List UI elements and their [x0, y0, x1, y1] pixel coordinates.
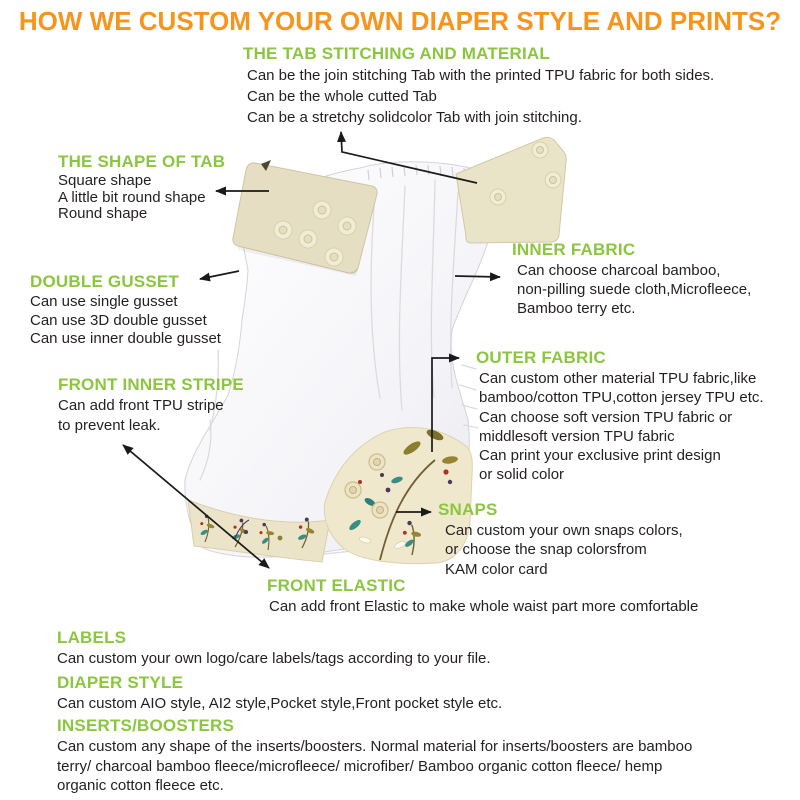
callout-body: [57, 737, 692, 796]
callout-text-line: Can custom your own logo/care labels/tags according to your file.: [57, 650, 491, 667]
callout-body: [57, 694, 502, 713]
callout-heading: DOUBLE GUSSET: [30, 272, 180, 291]
callout-text-line: Can custom your own snaps colors,: [445, 522, 683, 539]
callout-text-line: Can choose charcoal bamboo,: [517, 262, 721, 279]
callout-body: [476, 369, 764, 485]
callout-heading: SNAPS: [438, 500, 498, 519]
callout-body: [30, 293, 221, 349]
callout-text-line: Round shape: [58, 205, 148, 222]
callout-text-line: non-pilling suede cloth,Microfleece,: [517, 281, 752, 298]
callout-heading: INNER FABRIC: [512, 240, 636, 259]
callout-text-line: Can add front TPU stripe: [58, 397, 224, 414]
callout-text-line: middlesoft version TPU fabric: [479, 427, 675, 445]
callout-text-line: Bamboo terry etc.: [517, 300, 636, 317]
callout-body: [57, 649, 491, 668]
callout-shape-of-tab: [58, 152, 225, 223]
callout-body: [438, 521, 683, 579]
callout-body: [267, 597, 698, 617]
callout-heading: THE TAB STITCHING AND MATERIAL: [243, 44, 550, 63]
callout-text-line: KAM color card: [445, 560, 548, 578]
callout-text-line: Can print your exclusive print design: [479, 447, 721, 465]
callout-heading: FRONT INNER STRIPE: [58, 375, 244, 394]
callout-outer-fabric: [476, 348, 764, 485]
callout-text-line: or choose the snap colorsfrom: [445, 541, 647, 559]
callout-front-elastic: [267, 576, 698, 617]
callout-body: [512, 261, 751, 318]
callout-heading: FRONT ELASTIC: [267, 576, 406, 595]
callout-heading: THE SHAPE OF TAB: [58, 152, 226, 171]
callout-snaps: [438, 500, 683, 579]
callout-heading: DIAPER STYLE: [57, 673, 184, 692]
callout-text-line: Can custom other material TPU fabric,like: [479, 370, 757, 387]
callout-text-line: bamboo/cotton TPU,cotton jersey TPU etc.: [479, 389, 764, 407]
callout-text-line: Can add front Elastic to make whole waist part more comfortable: [269, 598, 699, 615]
callout-labels: [57, 628, 491, 668]
page-title: HOW WE CUSTOM YOUR OWN DIAPER STYLE AND PRINTS?: [18, 6, 782, 36]
callout-text-line: Can use 3D double gusset: [30, 311, 207, 329]
callout-heading: INSERTS/BOOSTERS: [57, 716, 235, 735]
callout-text-line: terry/ charcoal bamboo fleece/microfleece/ microfiber/ Bamboo organic cotton fleece/ hemp: [57, 757, 663, 775]
callout-body: [58, 173, 225, 223]
callout-front-inner-stripe: [58, 375, 244, 436]
callout-tab-stitching: [243, 44, 714, 128]
callout-body: [243, 65, 714, 128]
callout-body: [58, 396, 244, 436]
callout-double-gusset: [30, 272, 221, 349]
callout-text-line: Can choose soft version TPU fabric or: [479, 408, 733, 426]
callout-inserts-boosters: [57, 716, 692, 796]
callout-text-line: organic cotton fleece etc.: [57, 777, 224, 794]
callout-text-line: Can be a stretchy solidcolor Tab with join stitching.: [247, 109, 582, 126]
callout-heading: OUTER FABRIC: [476, 348, 606, 367]
callout-text-line: Can use inner double gusset: [30, 330, 221, 347]
callout-text-line: A little bit round shape: [58, 188, 206, 206]
callout-text-line: Can custom any shape of the inserts/boosters. Normal material for inserts/boosters are bamboo: [57, 738, 693, 755]
callout-text-line: Can custom AIO style, AI2 style,Pocket style,Front pocket style etc.: [57, 695, 503, 712]
right-tab: [456, 137, 566, 243]
callout-text-line: Can use single gusset: [30, 293, 178, 310]
callout-diaper-style: [57, 673, 502, 713]
callout-text-line: to prevent leak.: [58, 417, 161, 434]
callout-inner-fabric: [512, 240, 751, 318]
callout-text-line: Can be the join stitching Tab with the printed TPU fabric for both sides.: [247, 67, 715, 84]
callout-text-line: Square shape: [58, 172, 152, 189]
callout-text-line: Can be the whole cutted Tab: [247, 88, 437, 105]
callout-text-line: or solid color: [479, 466, 565, 484]
callout-heading: LABELS: [57, 628, 127, 647]
